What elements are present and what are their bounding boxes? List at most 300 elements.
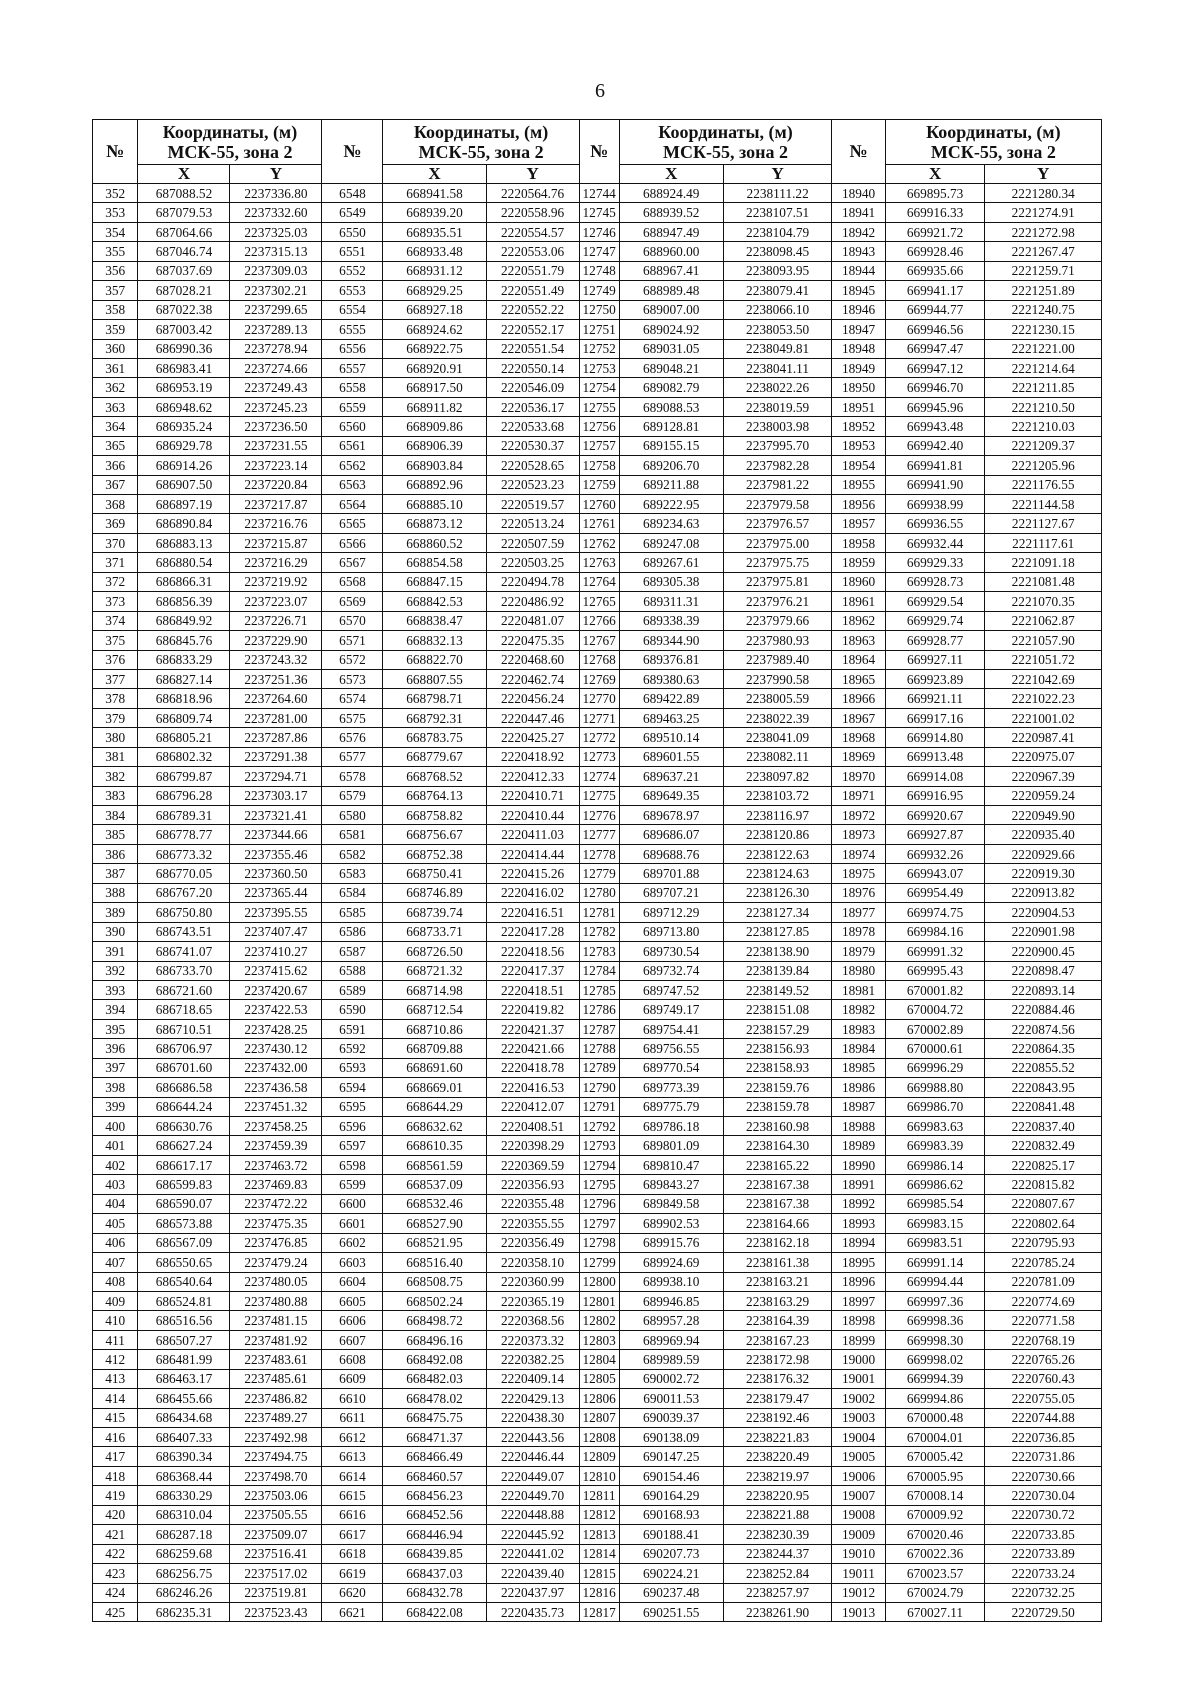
coord-y-cell: 2238066.10 (723, 300, 832, 319)
coord-y-cell: 2238019.59 (723, 397, 832, 416)
point-number-cell: 12757 (579, 436, 619, 455)
coord-y-cell: 2220418.51 (486, 980, 579, 999)
table-row (93, 1525, 1102, 1544)
point-number-cell: 18975 (832, 864, 885, 883)
point-number-cell: 6570 (322, 611, 383, 630)
table-row (93, 1544, 1102, 1563)
coord-y-cell: 2237278.94 (230, 339, 322, 358)
coord-y-cell: 2237989.40 (723, 650, 832, 669)
coord-x-cell: 668931.12 (383, 261, 486, 280)
coord-y-cell: 2220410.71 (486, 786, 579, 805)
coord-y-cell: 2221274.91 (985, 203, 1102, 222)
coord-x-cell: 668527.90 (383, 1214, 486, 1233)
coord-y-cell: 2220373.32 (486, 1330, 579, 1349)
coord-x-cell: 689678.97 (619, 806, 723, 825)
table-row (93, 1000, 1102, 1019)
coord-x-cell: 686796.28 (138, 786, 230, 805)
table-row (93, 611, 1102, 630)
coord-y-cell: 2238041.09 (723, 728, 832, 747)
coord-x-cell: 690147.25 (619, 1447, 723, 1466)
coord-y-cell: 2220523.23 (486, 475, 579, 494)
coord-x-cell: 689810.47 (619, 1155, 723, 1174)
point-number-cell: 6604 (322, 1272, 383, 1291)
coord-x-cell: 669941.17 (885, 281, 985, 300)
point-number-cell: 6551 (322, 242, 383, 261)
coord-x-cell: 689801.09 (619, 1136, 723, 1155)
coord-x-cell: 686567.09 (138, 1233, 230, 1252)
point-number-cell: 18986 (832, 1078, 885, 1097)
coord-y-cell: 2220554.57 (486, 222, 579, 241)
coord-y-cell: 2237249.43 (230, 378, 322, 397)
coord-y-cell: 2220774.69 (985, 1291, 1102, 1310)
point-number-cell: 366 (93, 456, 138, 475)
coord-x-cell: 690237.48 (619, 1583, 723, 1602)
coord-x-cell: 669923.89 (885, 669, 985, 688)
point-number-cell: 18959 (832, 553, 885, 572)
table-row (93, 1272, 1102, 1291)
coord-x-cell: 686833.29 (138, 650, 230, 669)
point-number-cell: 375 (93, 631, 138, 650)
table-row (93, 1330, 1102, 1349)
point-number-cell: 12762 (579, 533, 619, 552)
point-number-cell: 394 (93, 1000, 138, 1019)
coord-y-cell: 2237451.32 (230, 1097, 322, 1116)
point-number-cell: 6579 (322, 786, 383, 805)
point-number-cell: 12788 (579, 1039, 619, 1058)
table-row (93, 475, 1102, 494)
coord-x-cell: 668492.08 (383, 1350, 486, 1369)
coord-x-cell: 686617.17 (138, 1155, 230, 1174)
table-row (93, 922, 1102, 941)
coord-x-cell: 668439.85 (383, 1544, 486, 1563)
point-number-cell: 12795 (579, 1175, 619, 1194)
coord-y-cell: 2221214.64 (985, 358, 1102, 377)
point-number-cell: 18955 (832, 475, 885, 494)
point-number-cell: 400 (93, 1117, 138, 1136)
point-number-cell: 19002 (832, 1389, 885, 1408)
coord-x-cell: 689902.53 (619, 1214, 723, 1233)
coord-x-cell: 687037.69 (138, 261, 230, 280)
coord-y-cell: 2237229.90 (230, 631, 322, 650)
coord-x-cell: 686733.70 (138, 961, 230, 980)
coord-y-cell: 2220551.54 (486, 339, 579, 358)
coord-x-cell: 686866.31 (138, 572, 230, 591)
coord-y-cell: 2220546.09 (486, 378, 579, 397)
coord-y-cell: 2237410.27 (230, 942, 322, 961)
table-row (93, 203, 1102, 222)
point-number-cell: 6593 (322, 1058, 383, 1077)
coord-x-cell: 686630.76 (138, 1117, 230, 1136)
coord-x-cell: 669938.99 (885, 495, 985, 514)
coord-y-cell: 2237231.55 (230, 436, 322, 455)
coord-y-cell: 2220462.74 (486, 669, 579, 688)
coord-y-cell: 2237475.35 (230, 1214, 322, 1233)
point-number-cell: 12796 (579, 1194, 619, 1213)
coord-x-cell: 668779.67 (383, 747, 486, 766)
coord-y-cell: 2237481.92 (230, 1330, 322, 1349)
point-number-cell: 6587 (322, 942, 383, 961)
coord-x-cell: 686710.51 (138, 1019, 230, 1038)
coord-y-cell: 2220356.49 (486, 1233, 579, 1252)
coord-x-cell: 689712.29 (619, 903, 723, 922)
coord-y-cell: 2238139.84 (723, 961, 832, 980)
coord-y-cell: 2237436.58 (230, 1078, 322, 1097)
coord-y-cell: 2238049.81 (723, 339, 832, 358)
coord-y-cell: 2220551.49 (486, 281, 579, 300)
coord-system: МСК-55, зона 2 (663, 142, 789, 162)
table-row (93, 1194, 1102, 1213)
point-number-cell: 18974 (832, 844, 885, 863)
coord-x-cell: 669914.80 (885, 728, 985, 747)
point-number-cell: 12787 (579, 1019, 619, 1038)
table-row (93, 1253, 1102, 1272)
point-number-cell: 19010 (832, 1544, 885, 1563)
coord-y-cell: 2237430.12 (230, 1039, 322, 1058)
coord-y-cell: 2220929.66 (985, 844, 1102, 863)
column-header-x: X (885, 165, 985, 184)
coord-y-cell: 2220494.78 (486, 572, 579, 591)
point-number-cell: 6595 (322, 1097, 383, 1116)
coord-x-cell: 668885.10 (383, 495, 486, 514)
point-number-cell: 18966 (832, 689, 885, 708)
point-number-cell: 18980 (832, 961, 885, 980)
coord-x-cell: 689770.54 (619, 1058, 723, 1077)
point-number-cell: 6578 (322, 767, 383, 786)
coord-y-cell: 2237503.06 (230, 1486, 322, 1505)
table-row (93, 1175, 1102, 1194)
coordinates-table (92, 119, 1102, 1622)
coord-y-cell: 2238156.93 (723, 1039, 832, 1058)
coord-y-cell: 2238261.90 (723, 1602, 832, 1621)
point-number-cell: 18979 (832, 942, 885, 961)
coord-x-cell: 669974.75 (885, 903, 985, 922)
point-number-cell: 12755 (579, 397, 619, 416)
coord-x-cell: 669946.70 (885, 378, 985, 397)
coord-x-cell: 670000.61 (885, 1039, 985, 1058)
coord-x-cell: 670005.95 (885, 1466, 985, 1485)
coord-y-cell: 2220409.14 (486, 1369, 579, 1388)
coord-x-cell: 668437.03 (383, 1564, 486, 1583)
coord-y-cell: 2238159.76 (723, 1078, 832, 1097)
point-number-cell: 370 (93, 533, 138, 552)
coord-x-cell: 669942.40 (885, 436, 985, 455)
coord-x-cell: 669929.74 (885, 611, 985, 630)
point-number-cell: 386 (93, 844, 138, 863)
coord-x-cell: 687022.38 (138, 300, 230, 319)
coord-x-cell: 669983.63 (885, 1117, 985, 1136)
coord-x-cell: 670000.48 (885, 1408, 985, 1427)
point-number-cell: 12759 (579, 475, 619, 494)
coord-x-cell: 690002.72 (619, 1369, 723, 1388)
table-row (93, 669, 1102, 688)
point-number-cell: 12817 (579, 1602, 619, 1621)
coord-x-cell: 686590.07 (138, 1194, 230, 1213)
coord-y-cell: 2237459.39 (230, 1136, 322, 1155)
coord-y-cell: 2221211.85 (985, 378, 1102, 397)
coord-y-cell: 2221259.71 (985, 261, 1102, 280)
coord-x-cell: 668482.03 (383, 1369, 486, 1388)
table-row (93, 378, 1102, 397)
table-row (93, 1291, 1102, 1310)
coord-x-cell: 686246.26 (138, 1583, 230, 1602)
point-number-cell: 415 (93, 1408, 138, 1427)
table-row (93, 417, 1102, 436)
coord-x-cell: 686770.05 (138, 864, 230, 883)
point-number-cell: 376 (93, 650, 138, 669)
coord-x-cell: 686907.50 (138, 475, 230, 494)
coord-y-cell: 2238079.41 (723, 281, 832, 300)
point-number-cell: 6576 (322, 728, 383, 747)
coord-y-cell: 2238041.11 (723, 358, 832, 377)
point-number-cell: 6601 (322, 1214, 383, 1233)
coord-x-cell: 686883.13 (138, 533, 230, 552)
point-number-cell: 12748 (579, 261, 619, 280)
point-number-cell: 6568 (322, 572, 383, 591)
table-row (93, 961, 1102, 980)
coord-x-cell: 668496.16 (383, 1330, 486, 1349)
coord-x-cell: 686750.80 (138, 903, 230, 922)
coord-x-cell: 668903.84 (383, 456, 486, 475)
coord-y-cell: 2237226.71 (230, 611, 322, 630)
point-number-cell: 19008 (832, 1505, 885, 1524)
point-number-cell: 365 (93, 436, 138, 455)
point-number-cell: 387 (93, 864, 138, 883)
table-row (93, 1428, 1102, 1447)
coord-x-cell: 689234.63 (619, 514, 723, 533)
point-number-cell: 12802 (579, 1311, 619, 1330)
point-number-cell: 12815 (579, 1564, 619, 1583)
coord-y-cell: 2220533.68 (486, 417, 579, 436)
table-row (93, 397, 1102, 416)
point-number-cell: 18997 (832, 1291, 885, 1310)
coord-y-cell: 2220536.17 (486, 397, 579, 416)
point-number-cell: 408 (93, 1272, 138, 1291)
point-number-cell: 18952 (832, 417, 885, 436)
coord-y-cell: 2220843.95 (985, 1078, 1102, 1097)
point-number-cell: 385 (93, 825, 138, 844)
point-number-cell: 379 (93, 708, 138, 727)
point-number-cell: 6605 (322, 1291, 383, 1310)
table-row (93, 495, 1102, 514)
coord-x-cell: 686849.92 (138, 611, 230, 630)
point-number-cell: 6559 (322, 397, 383, 416)
coord-y-cell: 2238053.50 (723, 320, 832, 339)
point-number-cell: 12752 (579, 339, 619, 358)
point-number-cell: 18976 (832, 883, 885, 902)
coord-x-cell: 669998.36 (885, 1311, 985, 1330)
coord-y-cell: 2221280.34 (985, 184, 1102, 203)
coord-y-cell: 2220417.28 (486, 922, 579, 941)
coord-y-cell: 2220421.66 (486, 1039, 579, 1058)
coord-y-cell: 2238162.18 (723, 1233, 832, 1252)
coord-x-cell: 668847.15 (383, 572, 486, 591)
coord-x-cell: 689376.81 (619, 650, 723, 669)
coord-y-cell: 2220447.46 (486, 708, 579, 727)
point-number-cell: 6584 (322, 883, 383, 902)
point-number-cell: 12799 (579, 1253, 619, 1272)
coord-x-cell: 669994.39 (885, 1369, 985, 1388)
coord-x-cell: 668922.75 (383, 339, 486, 358)
coord-x-cell: 688960.00 (619, 242, 723, 261)
point-number-cell: 19009 (832, 1525, 885, 1544)
coord-y-cell: 2237523.43 (230, 1602, 322, 1621)
point-number-cell: 12767 (579, 631, 619, 650)
table-row (93, 747, 1102, 766)
coord-x-cell: 668764.13 (383, 786, 486, 805)
point-number-cell: 12801 (579, 1291, 619, 1310)
point-number-cell: 18978 (832, 922, 885, 941)
point-number-cell: 12779 (579, 864, 619, 883)
coord-y-cell: 2220368.56 (486, 1311, 579, 1330)
coord-y-cell: 2221127.67 (985, 514, 1102, 533)
coord-y-cell: 2237505.55 (230, 1505, 322, 1524)
coord-x-cell: 669929.54 (885, 592, 985, 611)
point-number-cell: 6562 (322, 456, 383, 475)
point-number-cell: 6577 (322, 747, 383, 766)
point-number-cell: 373 (93, 592, 138, 611)
coord-y-cell: 2238104.79 (723, 222, 832, 241)
coord-x-cell: 669916.33 (885, 203, 985, 222)
point-number-cell: 12814 (579, 1544, 619, 1563)
coord-x-cell: 669983.15 (885, 1214, 985, 1233)
coord-x-cell: 689732.74 (619, 961, 723, 980)
coord-y-cell: 2220369.59 (486, 1155, 579, 1174)
coord-x-cell: 686390.34 (138, 1447, 230, 1466)
point-number-cell: 18992 (832, 1194, 885, 1213)
point-number-cell: 6574 (322, 689, 383, 708)
coord-y-cell: 2221267.47 (985, 242, 1102, 261)
point-number-cell: 19000 (832, 1350, 885, 1369)
point-number-cell: 6549 (322, 203, 383, 222)
coord-x-cell: 689211.88 (619, 475, 723, 494)
point-number-cell: 12804 (579, 1350, 619, 1369)
coord-y-cell: 2221081.48 (985, 572, 1102, 591)
table-row (93, 844, 1102, 863)
coord-y-cell: 2238157.29 (723, 1019, 832, 1038)
point-number-cell: 19011 (832, 1564, 885, 1583)
coord-y-cell: 2238221.88 (723, 1505, 832, 1524)
coord-x-cell: 668746.89 (383, 883, 486, 902)
point-number-cell: 383 (93, 786, 138, 805)
coord-y-cell: 2237395.55 (230, 903, 322, 922)
coord-x-cell: 689713.80 (619, 922, 723, 941)
coord-x-cell: 668516.40 (383, 1253, 486, 1272)
point-number-cell: 6552 (322, 261, 383, 280)
coord-x-cell: 668750.41 (383, 864, 486, 883)
point-number-cell: 6596 (322, 1117, 383, 1136)
point-number-cell: 6618 (322, 1544, 383, 1563)
coord-x-cell: 689048.21 (619, 358, 723, 377)
coord-y-cell: 2238230.39 (723, 1525, 832, 1544)
coord-x-cell: 686767.20 (138, 883, 230, 902)
coord-y-cell: 2238127.34 (723, 903, 832, 922)
coord-y-cell: 2238167.38 (723, 1175, 832, 1194)
coord-x-cell: 688947.49 (619, 222, 723, 241)
coord-x-cell: 689969.94 (619, 1330, 723, 1349)
point-number-cell: 18945 (832, 281, 885, 300)
coord-y-cell: 2238116.97 (723, 806, 832, 825)
point-number-cell: 6567 (322, 553, 383, 572)
coord-y-cell: 2237519.81 (230, 1583, 322, 1602)
coord-x-cell: 668807.55 (383, 669, 486, 688)
coord-y-cell: 2238164.66 (723, 1214, 832, 1233)
point-number-cell: 12750 (579, 300, 619, 319)
coord-y-cell: 2237982.28 (723, 456, 832, 475)
coord-y-cell: 2237976.57 (723, 514, 832, 533)
coord-y-cell: 2238126.30 (723, 883, 832, 902)
coord-y-cell: 2237220.84 (230, 475, 322, 494)
coord-x-cell: 669954.49 (885, 883, 985, 902)
coord-x-cell: 689267.61 (619, 553, 723, 572)
coord-x-cell: 686802.32 (138, 747, 230, 766)
coord-y-cell: 2220733.89 (985, 1544, 1102, 1563)
table-row (93, 572, 1102, 591)
table-row (93, 1039, 1102, 1058)
coord-x-cell: 689422.89 (619, 689, 723, 708)
coord-x-cell: 689305.38 (619, 572, 723, 591)
coord-y-cell: 2220456.24 (486, 689, 579, 708)
coord-x-cell: 690154.46 (619, 1466, 723, 1485)
point-number-cell: 19005 (832, 1447, 885, 1466)
point-number-cell: 18947 (832, 320, 885, 339)
coord-y-cell: 2237325.03 (230, 222, 322, 241)
column-header-x: X (383, 165, 486, 184)
coord-y-cell: 2238149.52 (723, 980, 832, 999)
coord-y-cell: 2220744.88 (985, 1408, 1102, 1427)
point-number-cell: 6610 (322, 1389, 383, 1408)
coord-x-cell: 668644.29 (383, 1097, 486, 1116)
point-number-cell: 12786 (579, 1000, 619, 1019)
point-number-cell: 18954 (832, 456, 885, 475)
coord-x-cell: 670009.92 (885, 1505, 985, 1524)
coord-y-cell: 2220730.66 (985, 1466, 1102, 1485)
coord-y-cell: 2220417.37 (486, 961, 579, 980)
coord-x-cell: 686741.07 (138, 942, 230, 961)
point-number-cell: 402 (93, 1155, 138, 1174)
coord-x-cell: 689730.54 (619, 942, 723, 961)
coord-y-cell: 2220884.46 (985, 1000, 1102, 1019)
coord-y-cell: 2237498.70 (230, 1466, 322, 1485)
coord-x-cell: 669928.46 (885, 242, 985, 261)
coord-x-cell: 686827.14 (138, 669, 230, 688)
coord-x-cell: 668842.53 (383, 592, 486, 611)
coord-x-cell: 686550.65 (138, 1253, 230, 1272)
coord-x-cell: 669998.30 (885, 1330, 985, 1349)
coord-y-cell: 2220550.14 (486, 358, 579, 377)
coord-x-cell: 668892.96 (383, 475, 486, 494)
table-row (93, 942, 1102, 961)
coord-system: МСК-55, зона 2 (930, 142, 1056, 162)
coord-x-cell: 669991.32 (885, 942, 985, 961)
point-number-cell: 425 (93, 1602, 138, 1621)
coord-x-cell: 668768.52 (383, 767, 486, 786)
point-number-cell: 6575 (322, 708, 383, 727)
coord-x-cell: 686929.78 (138, 436, 230, 455)
coord-y-cell: 2237476.85 (230, 1233, 322, 1252)
coord-y-cell: 2238098.45 (723, 242, 832, 261)
coord-y-cell: 2220959.24 (985, 786, 1102, 805)
table-row (93, 300, 1102, 319)
table-row (93, 1466, 1102, 1485)
point-number-cell: 12806 (579, 1389, 619, 1408)
column-header-y: Y (723, 165, 832, 184)
coord-x-cell: 689786.18 (619, 1117, 723, 1136)
coord-y-cell: 2237979.58 (723, 495, 832, 514)
coord-x-cell: 687064.66 (138, 222, 230, 241)
point-number-cell: 6608 (322, 1350, 383, 1369)
point-number-cell: 12785 (579, 980, 619, 999)
coord-y-cell: 2238122.63 (723, 844, 832, 863)
